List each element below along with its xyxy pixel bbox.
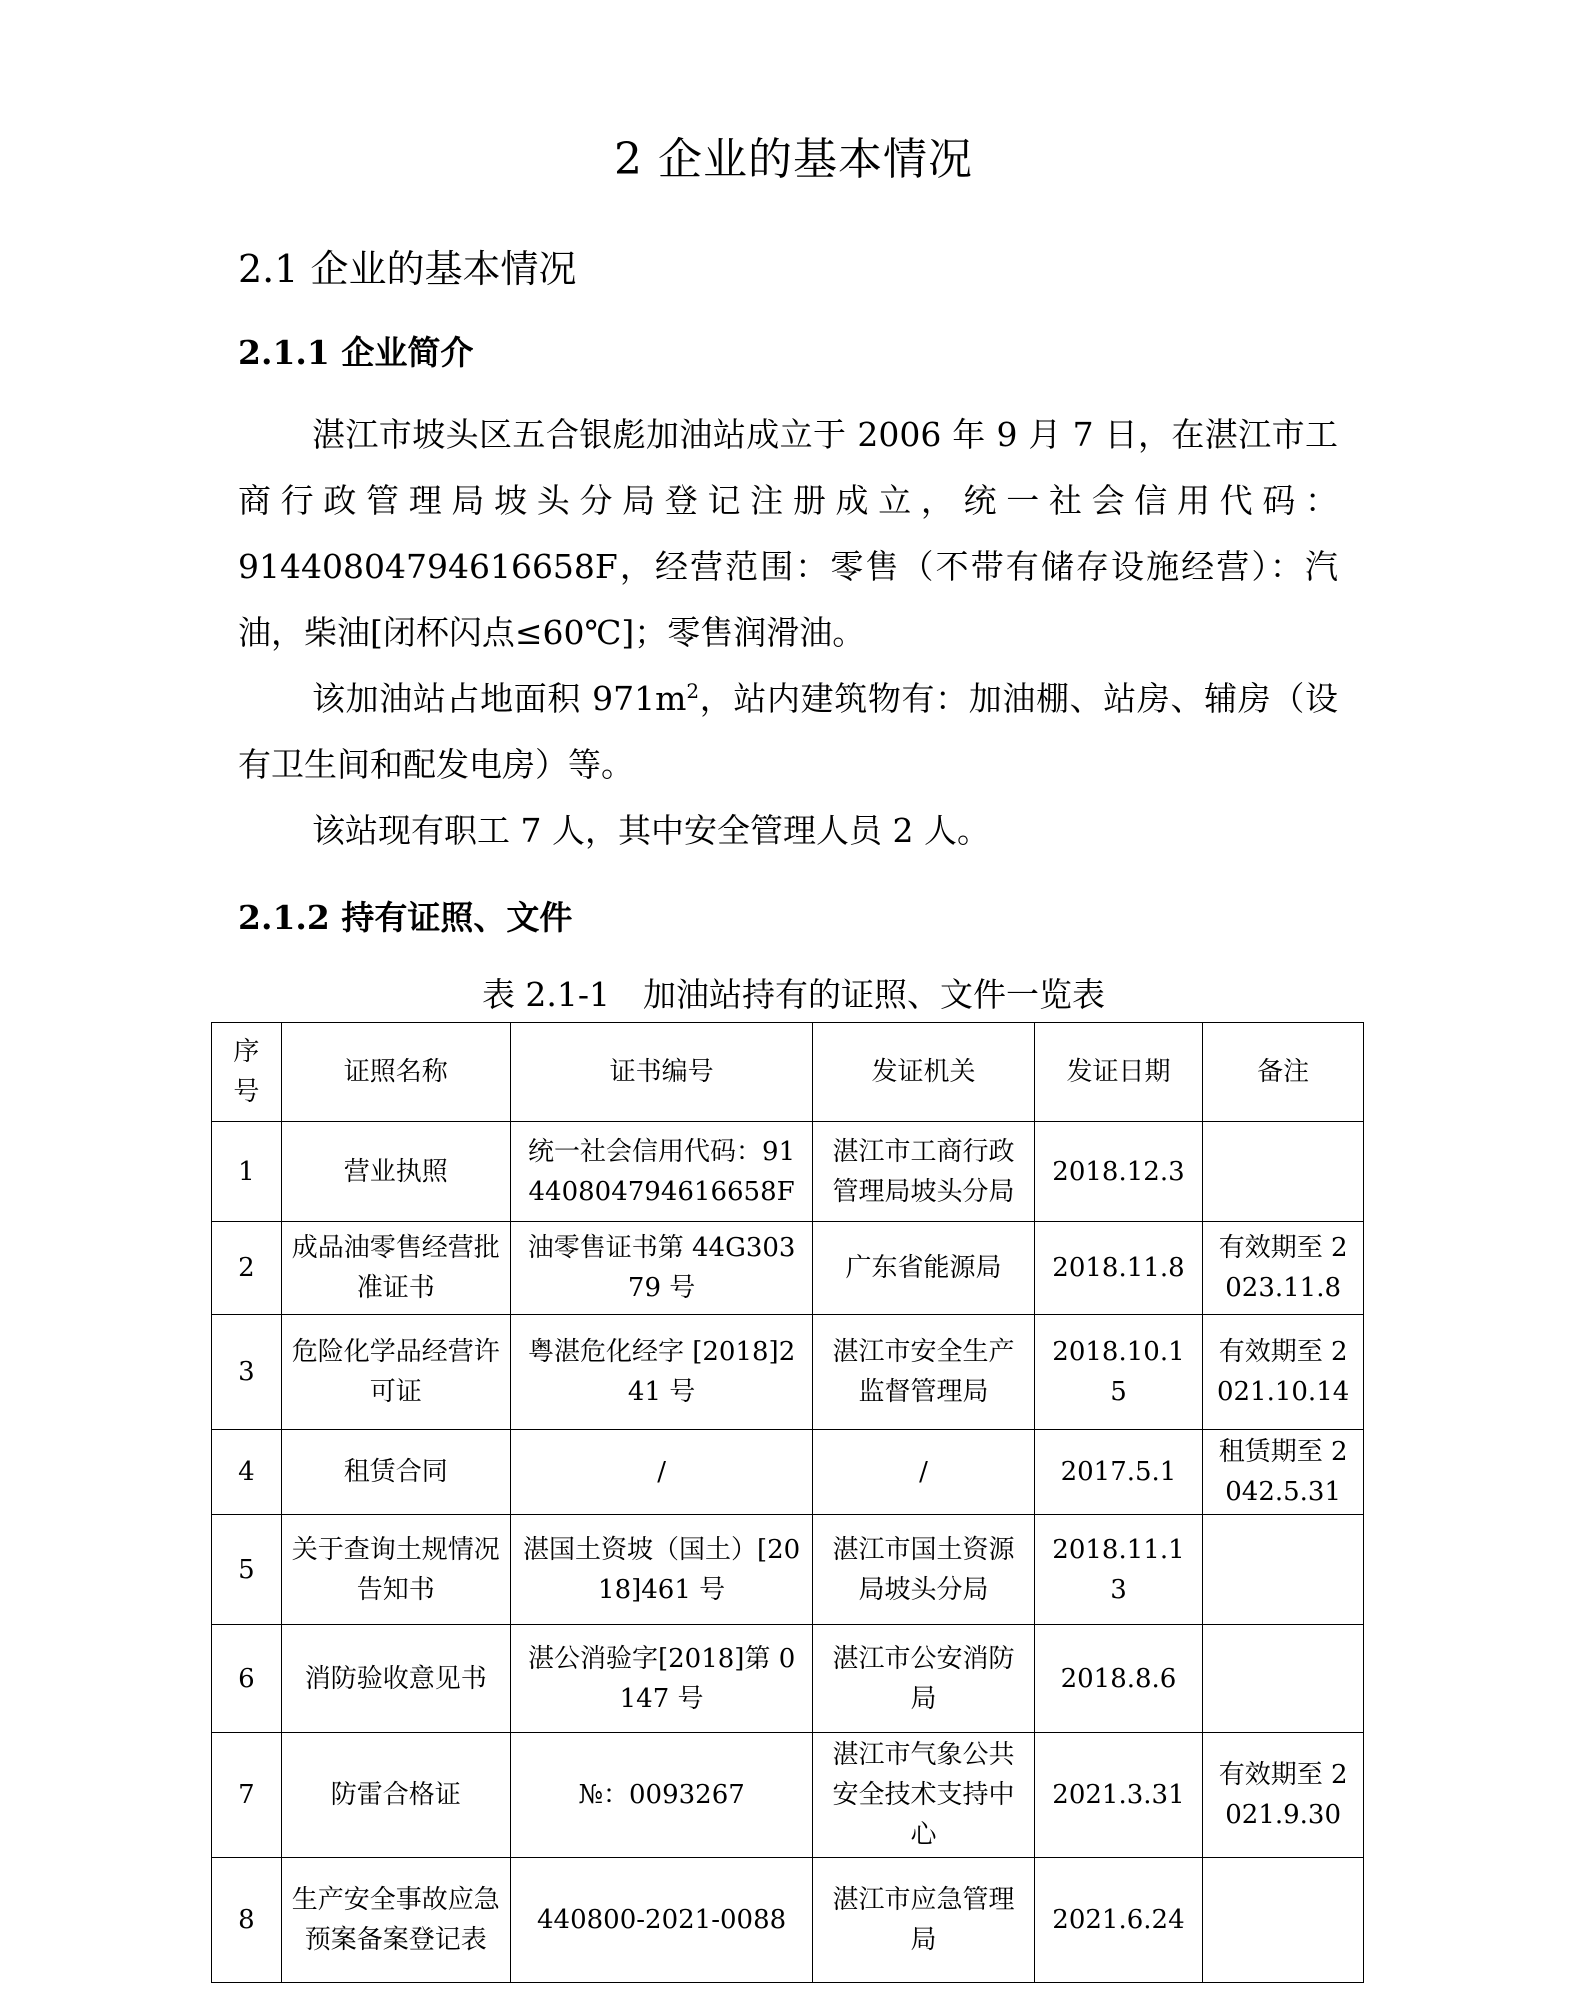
cell-index: 1 xyxy=(212,1122,282,1222)
cell-date: 2018.10.15 xyxy=(1034,1315,1203,1430)
cell-name: 防雷合格证 xyxy=(281,1733,510,1858)
cell-issuer: 湛江市国土资源局坡头分局 xyxy=(813,1515,1034,1625)
paragraph-area-text-a: 该加油站占地面积 971m xyxy=(312,679,687,718)
cell-note: 租赁期至 2042.5.31 xyxy=(1203,1430,1364,1515)
table-row xyxy=(212,1625,1364,1733)
cell-issuer: 湛江市气象公共安全技术支持中心 xyxy=(813,1733,1034,1858)
cell-number: 440800-2021-0088 xyxy=(510,1858,812,1983)
table-row xyxy=(212,1515,1364,1625)
cell-number: 油零售证书第 44G30379 号 xyxy=(510,1222,812,1315)
certificate-table xyxy=(211,1022,1364,1983)
cell-index: 3 xyxy=(212,1315,282,1430)
cell-name: 营业执照 xyxy=(281,1122,510,1222)
cell-note: 有效期至 2021.9.30 xyxy=(1203,1733,1364,1858)
cell-note: 有效期至 2023.11.8 xyxy=(1203,1222,1364,1315)
cell-date: 2017.5.1 xyxy=(1034,1430,1203,1515)
cell-note xyxy=(1203,1515,1364,1625)
cell-note xyxy=(1203,1122,1364,1222)
table-row xyxy=(212,1858,1364,1983)
cell-name: 关于查询土规情况告知书 xyxy=(281,1515,510,1625)
cell-issuer: 湛江市应急管理局 xyxy=(813,1858,1034,1983)
cell-name: 生产安全事故应急预案备案登记表 xyxy=(281,1858,510,1983)
cell-number: 湛国土资坡（国土）[2018]461 号 xyxy=(510,1515,812,1625)
header-number: 证书编号 xyxy=(510,1023,812,1122)
table-header-row xyxy=(212,1023,1364,1122)
cell-index: 6 xyxy=(212,1625,282,1733)
superscript: 2 xyxy=(686,679,700,703)
cell-index: 8 xyxy=(212,1858,282,1983)
cell-name: 租赁合同 xyxy=(281,1430,510,1515)
cell-number: 统一社会信用代码：91440804794616658F xyxy=(510,1122,812,1222)
cell-date: 2018.11.13 xyxy=(1034,1515,1203,1625)
section-title: 2.1 企业的基本情况 xyxy=(238,247,577,291)
table-row xyxy=(212,1315,1364,1430)
header-name: 证照名称 xyxy=(281,1023,510,1122)
cell-index: 5 xyxy=(212,1515,282,1625)
subsection-title-intro: 2.1.1 企业简介 xyxy=(238,333,474,372)
chapter-title: 2 企业的基本情况 xyxy=(614,134,973,185)
cell-index: 4 xyxy=(212,1430,282,1515)
cell-index: 2 xyxy=(212,1222,282,1315)
cell-note xyxy=(1203,1858,1364,1983)
paragraph-staff: 该站现有职工 7 人，其中安全管理人员 2 人。 xyxy=(312,811,990,850)
header-date: 发证日期 xyxy=(1034,1023,1203,1122)
cell-name: 成品油零售经营批准证书 xyxy=(281,1222,510,1315)
paragraph-area-text-b: ，站内建筑物有：加油棚、站房、辅房（设有卫生间和配发电房）等。 xyxy=(238,679,1338,784)
cell-issuer: 湛江市工商行政管理局坡头分局 xyxy=(813,1122,1034,1222)
cell-number: №：0093267 xyxy=(510,1733,812,1858)
table-row xyxy=(212,1122,1364,1222)
cell-date: 2018.8.6 xyxy=(1034,1625,1203,1733)
cell-date: 2018.11.8 xyxy=(1034,1222,1203,1315)
header-index: 序号 xyxy=(212,1023,282,1122)
cell-number: / xyxy=(510,1430,812,1515)
cell-note xyxy=(1203,1625,1364,1733)
table-row xyxy=(212,1222,1364,1315)
cell-number: 粤湛危化经字 [2018]241 号 xyxy=(510,1315,812,1430)
table-row xyxy=(212,1430,1364,1515)
cell-name: 消防验收意见书 xyxy=(281,1625,510,1733)
cell-note: 有效期至 2021.10.14 xyxy=(1203,1315,1364,1430)
cell-issuer: 湛江市安全生产监督管理局 xyxy=(813,1315,1034,1430)
paragraph-area xyxy=(238,666,1338,798)
cell-date: 2021.6.24 xyxy=(1034,1858,1203,1983)
cell-date: 2021.3.31 xyxy=(1034,1733,1203,1858)
header-issuer: 发证机关 xyxy=(813,1023,1034,1122)
cell-index: 7 xyxy=(212,1733,282,1858)
cell-issuer: 湛江市公安消防局 xyxy=(813,1625,1034,1733)
cell-number: 湛公消验字[2018]第 0147 号 xyxy=(510,1625,812,1733)
cell-name: 危险化学品经营许可证 xyxy=(281,1315,510,1430)
table-caption: 表 2.1-1 加油站持有的证照、文件一览表 xyxy=(481,975,1106,1014)
table-row xyxy=(212,1733,1364,1858)
cell-issuer: / xyxy=(813,1430,1034,1515)
cell-date: 2018.12.3 xyxy=(1034,1122,1203,1222)
cell-issuer: 广东省能源局 xyxy=(813,1222,1034,1315)
subsection-title-certificates: 2.1.2 持有证照、文件 xyxy=(238,898,573,937)
paragraph-intro: 湛江市坡头区五合银彪加油站成立于 2006 年 9 月 7 日，在湛江市工商行政管理局坡头分局登记注册成立，统一社会信用代码：91440804794616658F，经营范围：零售（不带有储存设施经营）：汽油，柴油[闭杯闪点≤60℃]；零售润滑油。 xyxy=(238,415,1338,652)
header-note: 备注 xyxy=(1203,1023,1364,1122)
